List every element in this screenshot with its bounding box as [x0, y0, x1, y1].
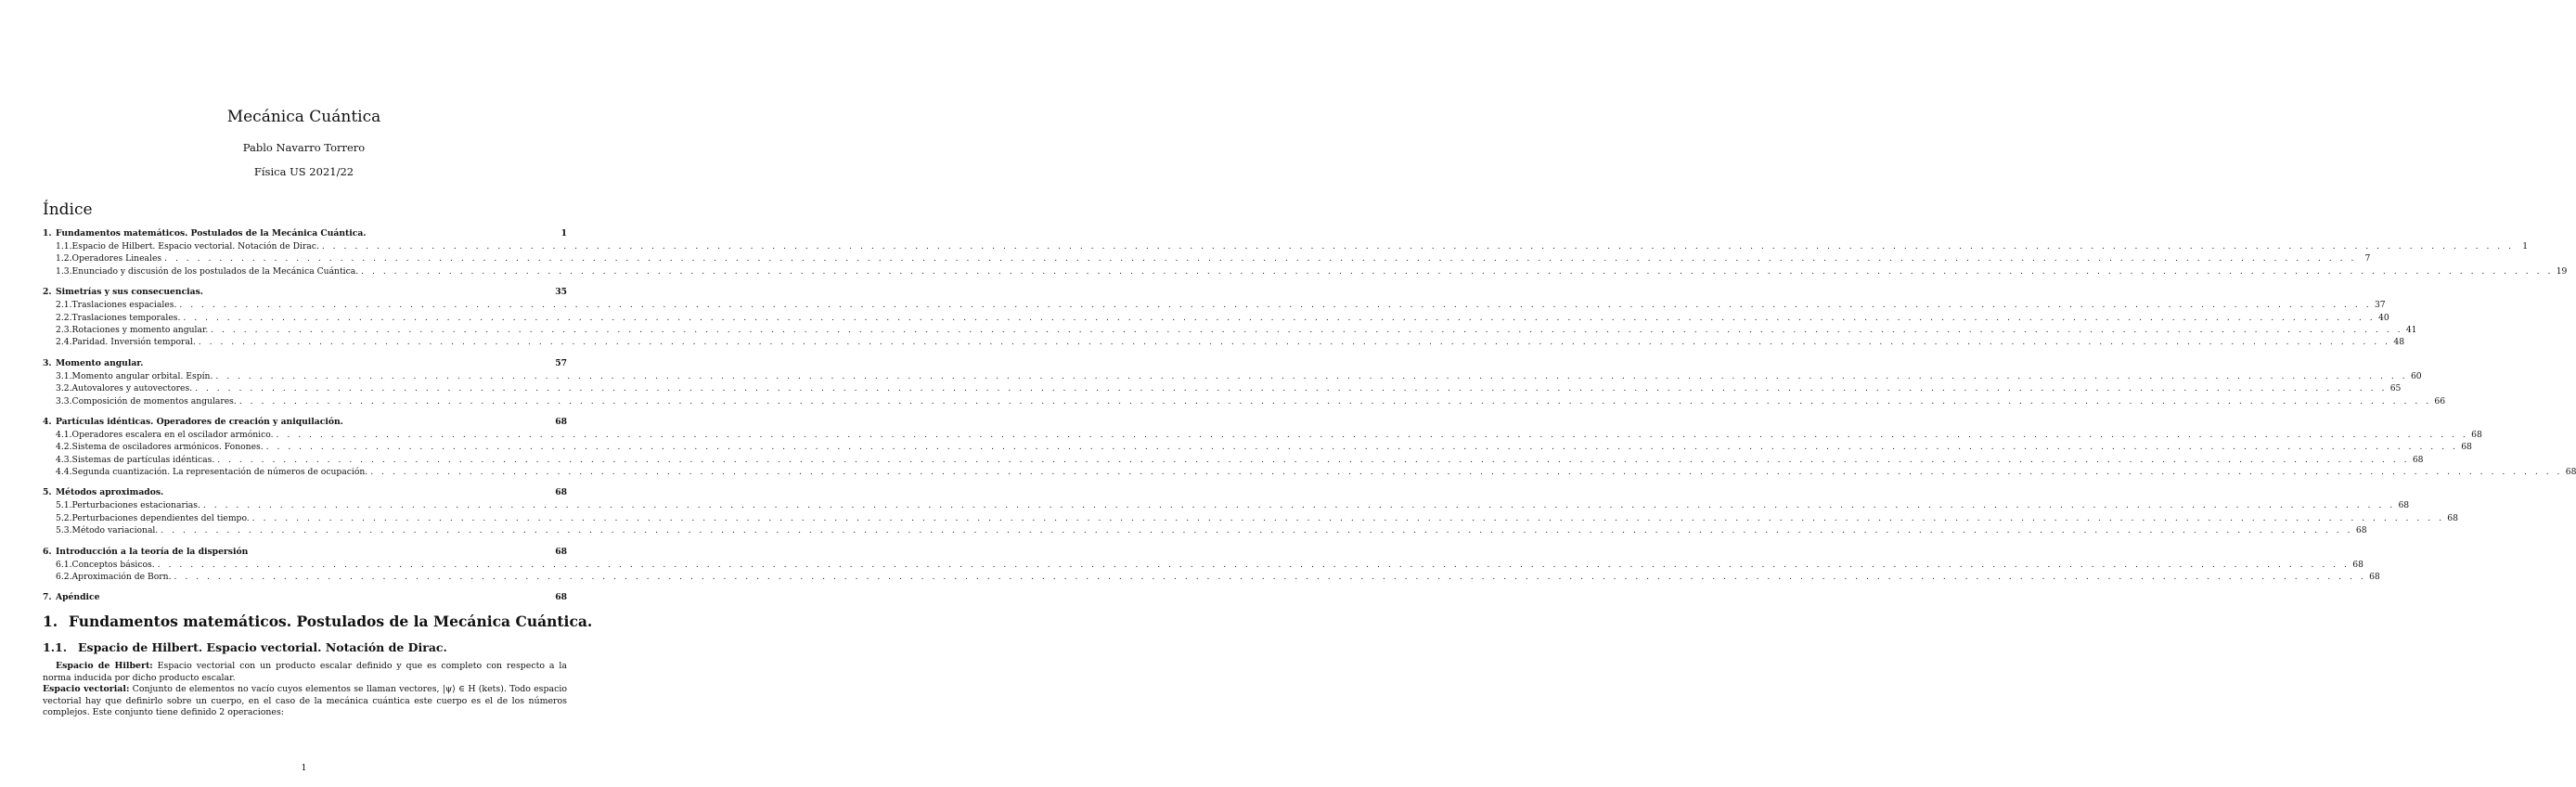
toc-section-entry[interactable] — [43, 487, 567, 500]
toc-subsection-title: Espacio de Hilbert. Espacio vectorial. Notación de Dirac. — [71, 241, 319, 252]
toc-subsection-page: 7 — [2364, 253, 2371, 264]
toc-subsection-page: 68 — [2369, 572, 2380, 583]
toc-section — [43, 487, 2458, 537]
toc-subsection-title: Conceptos básicos. — [71, 559, 155, 570]
toc-subsection-title: Traslaciones espaciales. — [71, 300, 177, 311]
toc-section-page: 68 — [555, 546, 567, 557]
body-text — [43, 661, 567, 719]
toc-leader-dots: . . . . . . . . . . . . . . . . . . . . . . . . . . . . . . . . . . . . . . . . . . . . . . . . . . . . . . . . . . . . . . . . . . . . . . . . . . . . . . . . . . . . . . . . . . . . . . . . . . . . . . . . . . . . . . . . . . . . . . . . . . . . . . . . . . . . . . . . . . . . . . . . . . . . . . . . . . . . . . . . . . . . . . . . . . . . . . . . . . . . . . . . . . . . . . . . . . . . . . . . — [157, 559, 2350, 570]
toc-subsection-page: 68 — [2461, 442, 2472, 453]
toc-subsection-page: 68 — [2412, 454, 2424, 465]
toc-subsection-title: Momento angular orbital. Espín. — [71, 370, 213, 381]
toc-subsection-title: Composición de momentos angulares. — [71, 395, 237, 406]
toc-section-entry[interactable] — [43, 358, 567, 371]
toc-subsection-page: 65 — [2389, 383, 2402, 394]
toc-subsection-number: 1.3. — [56, 265, 72, 277]
toc-section-entry[interactable] — [43, 592, 567, 605]
toc-subsection-title: Sistemas de partículas idénticas. — [71, 454, 215, 465]
toc-section-page: 68 — [555, 487, 567, 498]
toc-section-title: Simetrías y sus consecuencias. — [56, 287, 203, 298]
toc-subsection-title: Paridad. Inversión temporal. — [71, 337, 196, 348]
toc-section-page: 35 — [555, 287, 567, 298]
toc-section-title: Introducción a la teoría de la dispersión — [56, 546, 249, 557]
toc-subsection-number: 1.2. — [56, 253, 72, 264]
section-title: Fundamentos matemáticos. Postulados de la Mecánica Cuántica. — [69, 613, 593, 630]
toc-subsection-entry[interactable] — [43, 383, 2402, 395]
toc-subsection-title: Operadores Lineales — [71, 253, 162, 264]
toc-section-title: Métodos aproximados. — [56, 487, 164, 498]
toc-subsection-entry[interactable] — [43, 429, 2482, 442]
toc-subsection-entry[interactable] — [43, 337, 2405, 349]
toc-leader-dots: . . . . . . . . . . . . . . . . . . . . . . . . . . . . . . . . . . . . . . . . . . . . . . . . . . . . . . . . . . . . . . . . . . . . . . . . . . . . . . . . . . . . . . . . . . . . . . . . . . . . . . . . . . . . . . . . . . . . . . . . . . . . . . . . . . . . . . . . . . . . . . . . . . . . . . . . . . . . . . . . . . . . . . . . . . . . . . . . . . . . . . . . . . . . . . . . . . . . . . . . — [183, 312, 2376, 323]
toc-subsection-page: 37 — [2374, 300, 2386, 311]
toc-subsection-entry[interactable] — [43, 370, 2422, 383]
toc-leader-dots: . . . . . . . . . . . . . . . . . . . . . . . . . . . . . . . . . . . . . . . . . . . . . . . . . . . . . . . . . . . . . . . . . . . . . . . . . . . . . . . . . . . . . . . . . . . . . . . . . . . . . . . . . . . . . . . . . . . . . . . . . . . . . . . . . . . . . . . . . . . . . . . . . . . . . . . . . . . . . . . . . . . . . . . . . . . . . . . . . . . . . . . . . . . . . . . . . . . . . . . . — [211, 324, 2403, 335]
toc-subsection-entry[interactable] — [43, 572, 2380, 584]
toc-section-title: Momento angular. — [56, 357, 144, 368]
toc-subsection-title: Perturbaciones dependientes del tiempo. — [71, 512, 250, 523]
toc-leader-dots: . . . . . . . . . . . . . . . . . . . . . . . . . . . . . . . . . . . . . . . . . . . . . . . . . . . . . . . . . . . . . . . . . . . . . . . . . . . . . . . . . . . . . . . . . . . . . . . . . . . . . . . . . . . . . . . . . . . . . . . . . . . . . . . . . . . . . . . . . . . . . . . . . . . . . . . . . . . . . . . . . . . . . . . . . . . . . . . . . . . . . . . . . . . . . . . . . . . . . . . . — [164, 253, 2357, 264]
toc-section-title: Fundamentos matemáticos. Postulados de la Mecánica Cuántica. — [56, 228, 367, 239]
toc-subsection-entry[interactable] — [43, 265, 2568, 278]
toc-section-title: Apéndice — [56, 592, 100, 603]
toc-subsection-entry[interactable] — [43, 512, 2458, 525]
toc-leader-dots: . . . . . . . . . . . . . . . . . . . . . . . . . . . . . . . . . . . . . . . . . . . . . . . . . . . . . . . . . . . . . . . . . . . . . . . . . . . . . . . . . . . . . . . . . . . . . . . . . . . . . . . . . . . . . . . . . . . . . . . . . . . . . . . . . . . . . . . . . . . . . . . . . . . . . . . . . . . . . . . . . . . . . . . . . . . . . . . . . . . . . . . . . . . . . . . . . . . . . . . . — [265, 442, 2458, 453]
toc-subsection-title: Método variacional. — [71, 525, 159, 536]
subsection-title: Espacio de Hilbert. Espacio vectorial. Notación de Dirac. — [78, 640, 447, 654]
toc-subsection-title: Aproximación de Born. — [71, 572, 172, 583]
toc-leader-dots: . . . . . . . . . . . . . . . . . . . . . . . . . . . . . . . . . . . . . . . . . . . . . . . . . . . . . . . . . . . . . . . . . . . . . . . . . . . . . . . . . . . . . . . . . . . . . . . . . . . . . . . . . . . . . . . . . . . . . . . . . . . . . . . . . . . . . . . . . . . . . . . . . . . . . . . . . . . . . . . . . . . . . . . . . . . . . . . . . . . . . . . . . . . . . . . . . . . . . . . . — [370, 467, 2563, 478]
section-heading — [43, 613, 592, 630]
toc-section-number: 2. — [43, 287, 52, 298]
toc-subsection-title: Rotaciones y momento angular. — [71, 324, 209, 335]
toc-subsection-entry[interactable] — [43, 559, 2363, 572]
toc-subsection-number: 2.2. — [56, 312, 72, 323]
toc-subsection-page: 60 — [2410, 370, 2422, 381]
subsection-heading — [43, 640, 447, 654]
toc-subsection-number: 3.2. — [56, 383, 72, 394]
toc-leader-dots: . . . . . . . . . . . . . . . . . . . . . . . . . . . . . . . . . . . . . . . . . . . . . . . . . . . . . . . . . . . . . . . . . . . . . . . . . . . . . . . . . . . . . . . . . . . . . . . . . . . . . . . . . . . . . . . . . . . . . . . . . . . . . . . . . . . . . . . . . . . . . . . . . . . . . . . . . . . . . . . . . . . . . . . . . . . . . . . . . . . . . . . . . . . . . . . . . . . . . . . . — [276, 429, 2468, 440]
toc-leader-dots: . . . . . . . . . . . . . . . . . . . . . . . . . . . . . . . . . . . . . . . . . . . . . . . . . . . . . . . . . . . . . . . . . . . . . . . . . . . . . . . . . . . . . . . . . . . . . . . . . . . . . . . . . . . . . . . . . . . . . . . . . . . . . . . . . . . . . . . . . . . . . . . . . . . . . . . . . . . . . . . . . . . . . . . . . . . . . . . . . . . . . . . . . . . . . . . . . . . . . . . . — [174, 572, 2366, 583]
toc-subsection-number: 2.1. — [56, 300, 72, 311]
toc-subsection-entry[interactable] — [43, 454, 2424, 467]
toc-leader-dots: . . . . . . . . . . . . . . . . . . . . . . . . . . . . . . . . . . . . . . . . . . . . . . . . . . . . . . . . . . . . . . . . . . . . . . . . . . . . . . . . . . . . . . . . . . . . . . . . . . . . . . . . . . . . . . . . . . . . . . . . . . . . . . . . . . . . . . . . . . . . . . . . . . . . . . . . . . . . . . . . . . . . . . . . . . . . . . . . . . . . . . . . . . . . . . . . . . . . . . . . — [215, 370, 2408, 381]
toc-leader-dots: . . . . . . . . . . . . . . . . . . . . . . . . . . . . . . . . . . . . . . . . . . . . . . . . . . . . . . . . . . . . . . . . . . . . . . . . . . . . . . . . . . . . . . . . . . . . . . . . . . . . . . . . . . . . . . . . . . . . . . . . . . . . . . . . . . . . . . . . . . . . . . . . . . . . . . . . . . . . . . . . . . . . . . . . . . . . . . . . . . . . . . . . . . . . . . . . . . . . . . . . — [161, 525, 2353, 536]
toc-subsection-number: 4.1. — [56, 429, 72, 440]
toc-subsection-number: 5.2. — [56, 512, 72, 523]
toc-subsection-number: 5.3. — [56, 525, 72, 536]
toc-section-entry[interactable] — [43, 287, 567, 300]
toc-section-page: 68 — [555, 416, 567, 427]
toc-subsection-page: 40 — [2377, 312, 2389, 323]
toc-section-number: 6. — [43, 546, 52, 557]
toc-subsection-page: 68 — [2355, 525, 2367, 536]
toc-section-number: 7. — [43, 592, 52, 603]
toc-leader-dots: . . . . . . . . . . . . . . . . . . . . . . . . . . . . . . . . . . . . . . . . . . . . . . . . . . . . . . . . . . . . . . . . . . . . . . . . . . . . . . . . . . . . . . . . . . . . . . . . . . . . . . . . . . . . . . . . . . . . . . . . . . . . . . . . . . . . . . . . . . . . . . . . . . . . . . . . . . . . . . . . . . . . . . . . . . . . . . . . . . . . . . . . . . . . . . . . . . . . . . . . — [238, 395, 2432, 406]
toc-subsection-number: 6.1. — [56, 559, 72, 570]
toc-subsection-page: 68 — [2471, 429, 2482, 440]
toc-subsection-number: 2.3. — [56, 324, 72, 335]
toc-subsection-entry[interactable] — [43, 253, 2371, 265]
toc-leader-dots: . . . . . . . . . . . . . . . . . . . . . . . . . . . . . . . . . . . . . . . . . . . . . . . . . . . . . . . . . . . . . . . . . . . . . . . . . . . . . . . . . . . . . . . . . . . . . . . . . . . . . . . . . . . . . . . . . . . . . . . . . . . . . . . . . . . . . . . . . . . . . . . . . . . . . . . . . . . . . . . . . . . . . . . . . . . . . . . . . . . . . . . . . . . . . . . . . . . . . . . . — [321, 241, 2515, 252]
toc-leader-dots: . . . . . . . . . . . . . . . . . . . . . . . . . . . . . . . . . . . . . . . . . . . . . . . . . . . . . . . . . . . . . . . . . . . . . . . . . . . . . . . . . . . . . . . . . . . . . . . . . . . . . . . . . . . . . . . . . . . . . . . . . . . . . . . . . . . . . . . . . . . . . . . . . . . . . . . . . . . . . . . . . . . . . . . . . . . . . . . . . . . . . . . . . . . . . . . . . . . . . . . . — [202, 500, 2396, 511]
toc-subsection-number: 6.2. — [56, 572, 72, 583]
term-hilbert: Espacio de Hilbert: — [56, 661, 153, 671]
toc-subsection-title: Traslaciones temporales. — [71, 312, 181, 323]
toc-subsection-title: Autovalores y autovectores. — [71, 383, 193, 394]
toc-subsection-page: 66 — [2434, 395, 2446, 406]
toc-subsection-entry[interactable] — [43, 500, 2410, 512]
toc-subsection-number: 4.4. — [56, 467, 72, 478]
toc-subsection-number: 3.1. — [56, 370, 72, 381]
document-title: Mecánica Cuántica — [226, 108, 381, 126]
toc-section-title: Partículas idénticas. Operadores de creación y aniquilación. — [56, 416, 343, 427]
toc-subsection-number: 2.4. — [56, 337, 72, 348]
toc-subsection-title: Sistema de osciladores armónicos. Fonones. — [71, 442, 264, 453]
toc-subsection-page: 68 — [2565, 467, 2576, 478]
toc-subsection-title: Operadores escalera en el oscilador armónico. — [71, 429, 274, 440]
toc-subsection-entry[interactable] — [43, 442, 2472, 454]
toc-section-entry[interactable] — [43, 547, 567, 560]
toc-subsection-entry[interactable] — [43, 525, 2367, 537]
toc-subsection-page: 48 — [2393, 337, 2405, 348]
definition-hilbert: Espacio vectorial con un producto escalar definido y que es completo con respecto a la norma inducida por dicho producto escalar. — [43, 661, 568, 683]
toc-subsection-entry[interactable] — [43, 467, 2576, 479]
toc-section-entry[interactable] — [43, 228, 567, 241]
toc-leader-dots: . . . . . . . . . . . . . . . . . . . . . . . . . . . . . . . . . . . . . . . . . . . . . . . . . . . . . . . . . . . . . . . . . . . . . . . . . . . . . . . . . . . . . . . . . . . . . . . . . . . . . . . . . . . . . . . . . . . . . . . . . . . . . . . . . . . . . . . . . . . . . . . . . . . . . . . . . . . . . . . . . . . . . . . . . . . . . . . . . . . . . . . . . . . . . . . . . . . . . . . . — [361, 265, 2554, 277]
toc-section — [43, 287, 2417, 350]
toc-subsection-entry[interactable] — [43, 324, 2417, 337]
toc-subsection-number: 1.1. — [56, 241, 72, 252]
paragraph-hilbert — [43, 661, 567, 684]
toc-leader-dots: . . . . . . . . . . . . . . . . . . . . . . . . . . . . . . . . . . . . . . . . . . . . . . . . . . . . . . . . . . . . . . . . . . . . . . . . . . . . . . . . . . . . . . . . . . . . . . . . . . . . . . . . . . . . . . . . . . . . . . . . . . . . . . . . . . . . . . . . . . . . . . . . . . . . . . . . . . . . . . . . . . . . . . . . . . . . . . . . . . . . . . . . . . . . . . . . . . . . . . . . — [198, 337, 2391, 348]
toc-section — [43, 546, 2380, 585]
paragraph-vectorial — [43, 684, 567, 719]
toc-subsection-title: Enunciado y discusión de los postulados de la Mecánica Cuántica. — [71, 265, 359, 277]
toc-subsection-entry[interactable] — [43, 312, 2389, 325]
document-date: Física US 2021/22 — [253, 165, 354, 178]
toc-leader-dots: . . . . . . . . . . . . . . . . . . . . . . . . . . . . . . . . . . . . . . . . . . . . . . . . . . . . . . . . . . . . . . . . . . . . . . . . . . . . . . . . . . . . . . . . . . . . . . . . . . . . . . . . . . . . . . . . . . . . . . . . . . . . . . . . . . . . . . . . . . . . . . . . . . . . . . . . . . . . . . . . . . . . . . . . . . . . . . . . . . . . . . . . . . . . . . . . . . . . . . . . — [179, 300, 2372, 311]
toc-subsection-page: 68 — [2447, 512, 2458, 523]
toc-section-page: 57 — [555, 357, 567, 368]
toc-section — [43, 592, 567, 605]
document-author: Pablo Navarro Torrero — [242, 141, 366, 154]
toc-subsection-title: Segunda cuantización. La representación de números de ocupación. — [71, 467, 368, 478]
toc-subsection-number: 5.1. — [56, 500, 72, 511]
toc-subsection-title: Perturbaciones estacionarias. — [71, 500, 200, 511]
toc-section — [43, 416, 2576, 480]
toc-subsection-entry[interactable] — [43, 241, 2529, 253]
toc-section-number: 5. — [43, 487, 52, 498]
term-vectorial: Espacio vectorial: — [43, 684, 130, 695]
toc-section-page: 1 — [560, 228, 567, 239]
toc-section-number: 1. — [43, 228, 52, 239]
toc-subsection-page: 1 — [2522, 241, 2529, 252]
toc-section-number: 4. — [43, 416, 52, 427]
toc-section-page: 68 — [555, 592, 567, 603]
toc-subsection-number: 4.2. — [56, 442, 72, 453]
toc-section-entry[interactable] — [43, 417, 567, 430]
toc-section-number: 3. — [43, 357, 52, 368]
toc-leader-dots: . . . . . . . . . . . . . . . . . . . . . . . . . . . . . . . . . . . . . . . . . . . . . . . . . . . . . . . . . . . . . . . . . . . . . . . . . . . . . . . . . . . . . . . . . . . . . . . . . . . . . . . . . . . . . . . . . . . . . . . . . . . . . . . . . . . . . . . . . . . . . . . . . . . . . . . . . . . . . . . . . . . . . . . . . . . . . . . . . . . . . . . . . . . . . . . . . . . . . . . . — [251, 512, 2444, 523]
table-of-contents — [43, 228, 2576, 613]
page-number: 1 — [301, 763, 307, 773]
toc-leader-dots: . . . . . . . . . . . . . . . . . . . . . . . . . . . . . . . . . . . . . . . . . . . . . . . . . . . . . . . . . . . . . . . . . . . . . . . . . . . . . . . . . . . . . . . . . . . . . . . . . . . . . . . . . . . . . . . . . . . . . . . . . . . . . . . . . . . . . . . . . . . . . . . . . . . . . . . . . . . . . . . . . . . . . . . . . . . . . . . . . . . . . . . . . . . . . . . . . . . . . . . . — [195, 383, 2388, 394]
toc-subsection-entry[interactable] — [43, 300, 2386, 312]
toc-subsection-entry[interactable] — [43, 395, 2446, 408]
toc-heading: Índice — [43, 200, 93, 219]
toc-section — [43, 357, 2446, 408]
toc-subsection-page: 68 — [2352, 559, 2363, 570]
toc-subsection-number: 4.3. — [56, 454, 72, 465]
section-number: 1. — [43, 613, 58, 630]
toc-subsection-page: 19 — [2556, 265, 2568, 277]
toc-subsection-page: 68 — [2398, 500, 2410, 511]
subsection-number: 1.1. — [43, 640, 68, 654]
definition-vectorial: Conjunto de elementos no vacío cuyos elementos se llaman vectores, |ψ⟩ ∈ H (kets). Todo espacio vectorial hay que definirlo sobre un cuerpo, en el caso de la mecánica cuántica este cuerpo es el de los números complejos. Este conjunto tiene definido 2 operaciones: — [43, 684, 567, 718]
toc-subsection-page: 41 — [2405, 324, 2417, 335]
toc-subsection-number: 3.3. — [56, 395, 72, 406]
toc-section — [43, 228, 2568, 278]
toc-leader-dots: . . . . . . . . . . . . . . . . . . . . . . . . . . . . . . . . . . . . . . . . . . . . . . . . . . . . . . . . . . . . . . . . . . . . . . . . . . . . . . . . . . . . . . . . . . . . . . . . . . . . . . . . . . . . . . . . . . . . . . . . . . . . . . . . . . . . . . . . . . . . . . . . . . . . . . . . . . . . . . . . . . . . . . . . . . . . . . . . . . . . . . . . . . . . . . . . . . . . . . . . — [217, 454, 2410, 465]
